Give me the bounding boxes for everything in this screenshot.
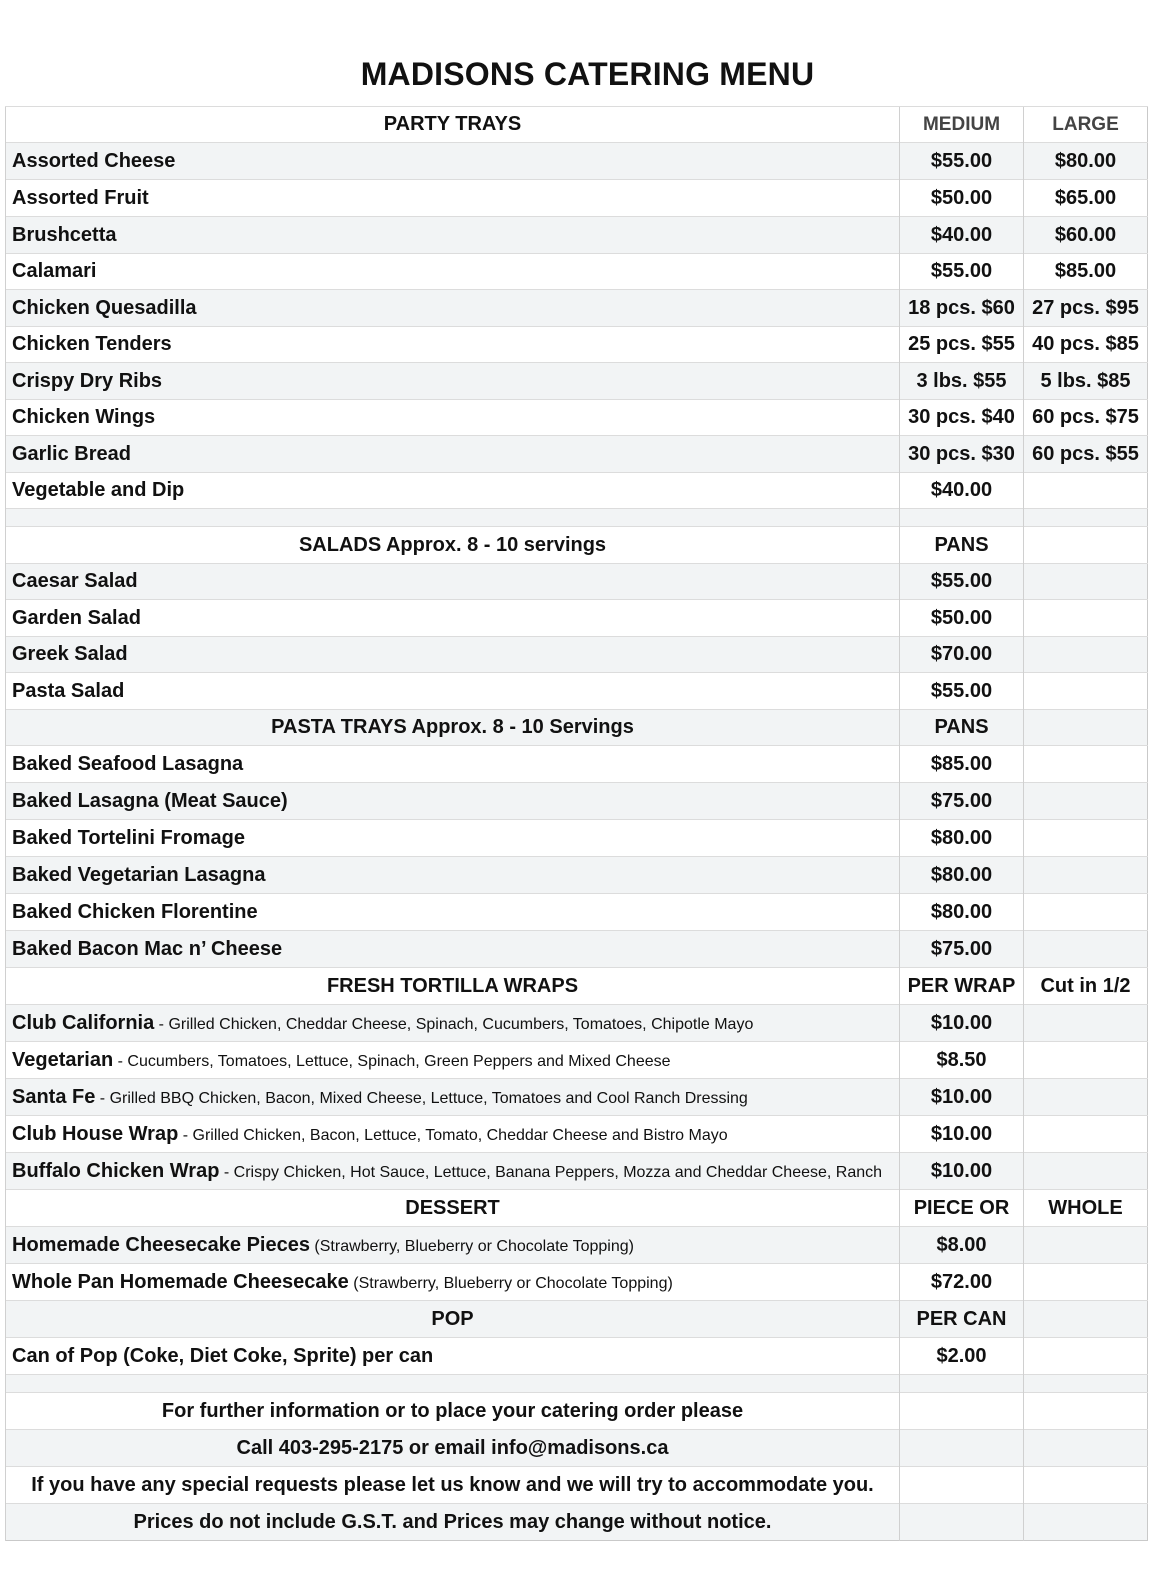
footer-contact: Call 403-295-2175 or email info@madisons.ca: [6, 1430, 900, 1467]
menu-row: [6, 327, 1148, 363]
item-price: $80.00: [900, 820, 1024, 857]
item-name: Assorted Cheese: [6, 143, 900, 180]
item-price: $55.00: [900, 564, 1024, 600]
menu-row: [6, 783, 1148, 820]
item-price-medium: $50.00: [900, 180, 1024, 217]
item-name: Assorted Fruit: [6, 180, 900, 217]
item-description: (Strawberry, Blueberry or Chocolate Topping): [309, 1237, 634, 1255]
item-price-large: 60 pcs. $75: [1024, 400, 1148, 436]
menu-row: [6, 1116, 1148, 1153]
item-name: Chicken Tenders: [6, 327, 900, 363]
item-cell: [6, 1079, 900, 1116]
item-price-medium: 30 pcs. $30: [900, 436, 1024, 473]
menu-row: [6, 1005, 1148, 1042]
section-header-salads: [6, 527, 1148, 564]
column-header-per-can: PER CAN: [900, 1301, 1024, 1338]
item-cell: [6, 1005, 900, 1042]
item-price: $72.00: [900, 1264, 1024, 1301]
footer-line: If you have any special requests please let us know and we will try to accommodate you.: [6, 1467, 900, 1504]
menu-row: [6, 1042, 1148, 1079]
menu-table: [5, 106, 1148, 1541]
item-name: Santa Fe: [12, 1085, 96, 1108]
item-name: Baked Seafood Lasagna: [6, 746, 900, 783]
item-name: Can of Pop (Coke, Diet Coke, Sprite) per can: [6, 1338, 900, 1375]
item-name: Brushcetta: [6, 217, 900, 254]
menu-row: [6, 746, 1148, 783]
item-name: Baked Bacon Mac n’ Cheese: [6, 931, 900, 968]
item-price-medium: $55.00: [900, 143, 1024, 180]
column-header-pans: PANS: [900, 527, 1024, 564]
item-name: Pasta Salad: [6, 673, 900, 710]
footer-line: Prices do not include G.S.T. and Prices may change without notice.: [6, 1504, 900, 1541]
item-name: Garden Salad: [6, 600, 900, 637]
item-name: Club California: [12, 1011, 155, 1034]
item-description: (Strawberry, Blueberry or Chocolate Topping): [348, 1274, 673, 1292]
item-name: Vegetable and Dip: [6, 473, 900, 509]
footer-row: [6, 1504, 1148, 1541]
spacer-row: [6, 1375, 1148, 1393]
item-cell: [6, 1227, 900, 1264]
item-description: - Cucumbers, Tomatoes, Lettuce, Spinach, Green Peppers and Mixed Cheese: [113, 1052, 671, 1070]
item-price-large: 27 pcs. $95: [1024, 290, 1148, 327]
menu-row: [6, 180, 1148, 217]
menu-row: [6, 1079, 1148, 1116]
item-price-medium: 30 pcs. $40: [900, 400, 1024, 436]
item-name: Club House Wrap: [12, 1122, 179, 1145]
menu-row: [6, 254, 1148, 290]
section-header-wraps: [6, 968, 1148, 1005]
menu-row: [6, 1153, 1148, 1190]
item-description: - Grilled Chicken, Cheddar Cheese, Spinach, Cucumbers, Tomatoes, Chipotle Mayo: [154, 1015, 754, 1033]
menu-title: MADISONS CATERING MENU: [360, 56, 815, 92]
item-price: $8.50: [900, 1042, 1024, 1079]
item-name: Greek Salad: [6, 637, 900, 673]
section-heading: FRESH TORTILLA WRAPS: [6, 968, 900, 1005]
item-price-medium: 18 pcs. $60: [900, 290, 1024, 327]
section-header-party-trays: [6, 107, 1148, 143]
item-name: Baked Tortelini Fromage: [6, 820, 900, 857]
item-price: $50.00: [900, 600, 1024, 637]
menu-row: [6, 637, 1148, 673]
section-heading: POP: [6, 1301, 900, 1338]
item-price: $8.00: [900, 1227, 1024, 1264]
column-header-large: LARGE: [1024, 107, 1148, 143]
item-price: $85.00: [900, 746, 1024, 783]
menu-row: [6, 1264, 1148, 1301]
menu-row: [6, 473, 1148, 509]
item-cell: [6, 1116, 900, 1153]
menu-row: [6, 1338, 1148, 1375]
menu-row: [6, 857, 1148, 894]
column-header-cut-in-half: Cut in 1/2: [1024, 968, 1148, 1005]
item-price: $80.00: [900, 894, 1024, 931]
item-cell: [6, 1264, 900, 1301]
item-price: $75.00: [900, 783, 1024, 820]
item-name: Baked Chicken Florentine: [6, 894, 900, 931]
item-price: $10.00: [900, 1116, 1024, 1153]
item-price-medium: $55.00: [900, 254, 1024, 290]
section-heading: DESSERT: [6, 1190, 900, 1227]
item-price-large: $65.00: [1024, 180, 1148, 217]
menu-row: [6, 564, 1148, 600]
section-header-dessert: [6, 1190, 1148, 1227]
menu-row: [6, 600, 1148, 637]
menu-row: [6, 673, 1148, 710]
section-heading: SALADS Approx. 8 - 10 servings: [6, 527, 900, 564]
item-name: Chicken Quesadilla: [6, 290, 900, 327]
item-name: Caesar Salad: [6, 564, 900, 600]
item-name: Crispy Dry Ribs: [6, 363, 900, 400]
item-price: $10.00: [900, 1005, 1024, 1042]
item-name: Chicken Wings: [6, 400, 900, 436]
menu-row: [6, 1227, 1148, 1264]
item-price-large: [1024, 473, 1148, 509]
item-price-large: 60 pcs. $55: [1024, 436, 1148, 473]
item-name: Vegetarian: [12, 1048, 114, 1071]
menu-row: [6, 820, 1148, 857]
spacer-row: [6, 509, 1148, 527]
item-price: $55.00: [900, 673, 1024, 710]
item-price: $2.00: [900, 1338, 1024, 1375]
item-price: $75.00: [900, 931, 1024, 968]
section-header-pop: [6, 1301, 1148, 1338]
item-price-medium: 25 pcs. $55: [900, 327, 1024, 363]
item-price: $10.00: [900, 1153, 1024, 1190]
menu-row: [6, 931, 1148, 968]
menu-row: [6, 400, 1148, 436]
item-description: - Crispy Chicken, Hot Sauce, Lettuce, Banana Peppers, Mozza and Cheddar Cheese, Ranch: [219, 1163, 883, 1181]
column-header-medium: MEDIUM: [900, 107, 1024, 143]
item-price: $80.00: [900, 857, 1024, 894]
item-cell: [6, 1042, 900, 1079]
item-name: Baked Lasagna (Meat Sauce): [6, 783, 900, 820]
item-price-large: 5 lbs. $85: [1024, 363, 1148, 400]
item-price: $70.00: [900, 637, 1024, 673]
footer-line: For further information or to place your catering order please: [6, 1393, 900, 1430]
item-name: Buffalo Chicken Wrap: [12, 1159, 220, 1182]
item-price: $10.00: [900, 1079, 1024, 1116]
item-name: Whole Pan Homemade Cheesecake: [12, 1270, 349, 1293]
item-price-large: 40 pcs. $85: [1024, 327, 1148, 363]
item-price-medium: $40.00: [900, 473, 1024, 509]
section-header-pasta: [6, 710, 1148, 746]
footer-row: [6, 1393, 1148, 1430]
menu-row: [6, 363, 1148, 400]
item-description: - Grilled Chicken, Bacon, Lettuce, Tomato, Cheddar Cheese and Bistro Mayo: [178, 1126, 728, 1144]
footer-row: [6, 1430, 1148, 1467]
menu-row: [6, 894, 1148, 931]
footer-row: [6, 1467, 1148, 1504]
column-header-piece: PIECE OR: [900, 1190, 1024, 1227]
menu-row: [6, 290, 1148, 327]
item-name: Baked Vegetarian Lasagna: [6, 857, 900, 894]
column-header-per-wrap: PER WRAP: [900, 968, 1024, 1005]
menu-row: [6, 143, 1148, 180]
item-name: Homemade Cheesecake Pieces: [12, 1233, 310, 1256]
item-name: Calamari: [6, 254, 900, 290]
item-price-large: $80.00: [1024, 143, 1148, 180]
menu-row: [6, 217, 1148, 254]
item-name: Garlic Bread: [6, 436, 900, 473]
item-price-medium: $40.00: [900, 217, 1024, 254]
item-price-medium: 3 lbs. $55: [900, 363, 1024, 400]
menu-row: [6, 436, 1148, 473]
column-header-pans: PANS: [900, 710, 1024, 746]
item-description: - Grilled BBQ Chicken, Bacon, Mixed Cheese, Lettuce, Tomatoes and Cool Ranch Dressing: [95, 1089, 748, 1107]
section-heading: PARTY TRAYS: [6, 107, 900, 143]
section-heading: PASTA TRAYS Approx. 8 - 10 Servings: [6, 710, 900, 746]
item-price-large: $60.00: [1024, 217, 1148, 254]
column-header-whole: WHOLE: [1024, 1190, 1148, 1227]
item-price-large: $85.00: [1024, 254, 1148, 290]
item-cell: [6, 1153, 900, 1190]
